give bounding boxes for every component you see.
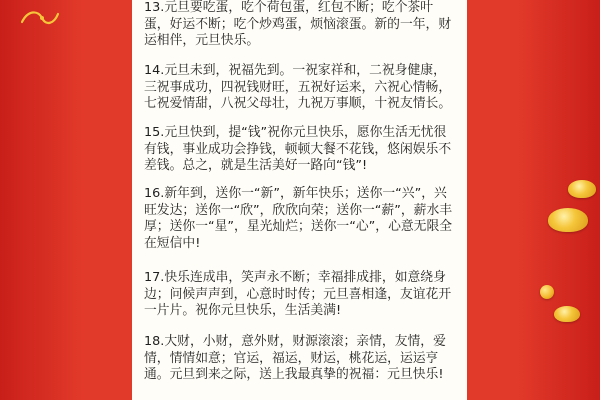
blessing-paragraph-14: 14.元旦未到，祝福先到。一祝家祥和，二祝身健康，三祝事成功，四祝钱财旺，五祝好运来，六祝心情畅，七祝爱情甜，八祝父母壮，九祝万事顺，十祝友情长。 (144, 63, 452, 112)
article-paper (132, 0, 467, 400)
gold-ingot-icon (554, 306, 580, 322)
blessing-paragraph-17: 17.快乐连成串，笑声永不断；幸福排成排，如意绕身边；问候声声到，心意时时传；元旦喜相逢，友谊花开一片片。祝你元旦快乐，生活美满! (144, 270, 452, 319)
gold-ingot-icon (548, 208, 588, 232)
background-left-panel (0, 0, 120, 400)
blessing-paragraph-13: 13.元旦要吃蛋，吃个荷包蛋，红包不断；吃个茶叶蛋，好运不断；吃个炒鸡蛋，烦恼滚蛋。新的一年，财运相伴，元旦快乐。 (144, 0, 452, 49)
background-right-panel (480, 0, 600, 400)
ornament-icon (20, 8, 60, 28)
blessing-paragraph-18: 18.大财，小财，意外财，财源滚滚；亲情，友情，爱情，情情如意；官运，福运，财运，桃花运，运运亨通。元旦到来之际，送上我最真挚的祝福：元旦快乐! (144, 334, 446, 383)
blessing-paragraph-16: 16.新年到，送你一“新”，新年快乐；送你一“兴”，兴旺发达；送你一“欣”，欣欣向荣；送你一“薪”，薪水丰厚；送你一“星”，星光灿烂；送你一“心”，心意无限全在短信中! (144, 186, 453, 252)
blessing-paragraph-15: 15.元旦快到，提“钱”祝你元旦快乐，愿你生活无忧很有钱，事业成功会挣钱，顿顿大餐不花钱，悠闲娱乐不差钱。总之，就是生活美好一路向“钱”! (144, 125, 452, 174)
gold-ingot-icon (568, 180, 596, 198)
gold-coin-icon (540, 285, 554, 299)
